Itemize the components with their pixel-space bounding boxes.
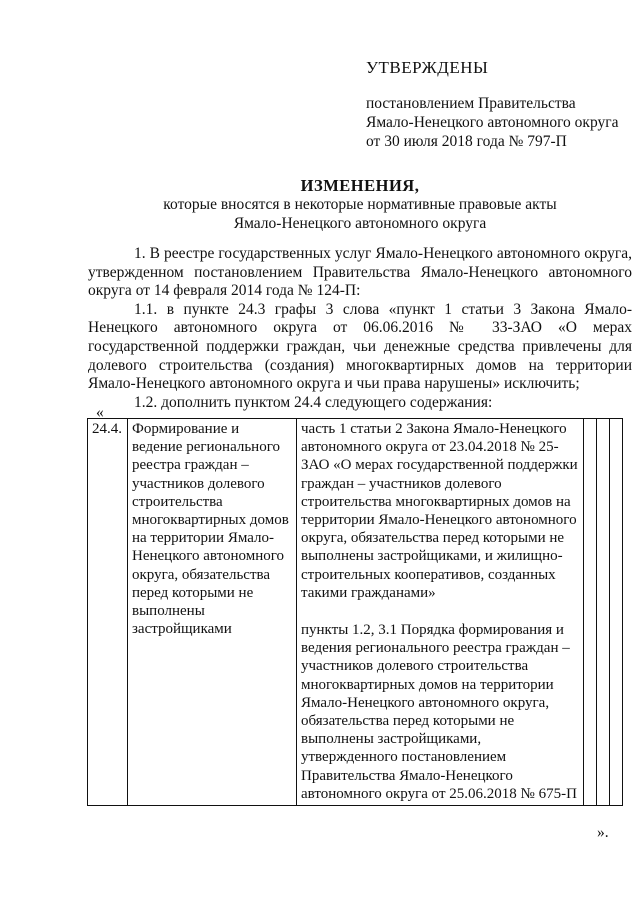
cell-service-name: Формирование и ведение регионального реестра граждан – участников долевого строительства многоквартирных домов на территории Ямало-Ненецкого автономного округа, обязательства перед которыми не выполнены застройщиками (128, 419, 297, 806)
title-subtitle: которые вносятся в некоторые нормативные правовые акты (163, 196, 557, 213)
approval-block (366, 58, 628, 151)
amendment-table (87, 418, 623, 806)
cell-empty (584, 419, 597, 806)
approval-heading: УТВЕРЖДЕНЫ (366, 58, 489, 77)
legal-basis-1: часть 1 статьи 2 Закона Ямало-Ненецкого автономного округа от 23.04.2018 № 25-ЗАО «О мерах государственной поддержки граждан – участников долевого строительства многоквартирных домов на территории Ямало-Ненецкого автономного округа, обязательства перед которыми не выполнены застройщиками, и жилищно-строительных кооперативов, созданных такими гражданами» (301, 421, 578, 601)
open-quote: « (96, 404, 104, 421)
cell-number: 24.4. (88, 419, 128, 806)
approval-line: Ямало-Ненецкого автономного округа (366, 114, 619, 131)
table-row (88, 419, 623, 806)
paragraph: 1.1. в пункте 24.3 графы 3 слова «пункт 1 статьи 3 Закона Ямало-Ненецкого автономного округа от 06.06.2016 № 33-ЗАО «О мерах государственной поддержки граждан, чьи денежные средства привлечены для долевого строительства (создания) многоквартирных домов на территории Ямало-Ненецкого автономного округа и чьи права нарушены» исключить; (88, 300, 632, 393)
cell-legal-basis (297, 419, 584, 806)
approval-line: от 30 июля 2018 года № 797-П (366, 133, 567, 150)
cell-empty (610, 419, 623, 806)
document-body (88, 245, 632, 412)
approval-line: постановлением Правительства (366, 95, 576, 112)
title-main: ИЗМЕНЕНИЯ, (300, 176, 420, 195)
paragraph: 1.2. дополнить пунктом 24.4 следующего содержания: (134, 393, 493, 411)
legal-basis-2: пункты 1.2, 3.1 Порядка формирования и ведения регионального реестра граждан – участников долевого строительства многоквартирных домов на территории Ямало-Ненецкого автономного округа, обязательства перед которыми не выполнены застройщиками, утвержденного постановлением Правительства Ямало-Ненецкого автономного округа от 25.06.2018 № 675-П (301, 622, 577, 802)
cell-empty (597, 419, 610, 806)
document-title (90, 176, 630, 233)
paragraph: 1. В реестре государственных услуг Ямало-Ненецкого автономного округа, утвержденном постановлением Правительства Ямало-Ненецкого автономного округа от 14 февраля 2014 года № 124-П: (88, 245, 632, 300)
close-quote: ». (597, 824, 609, 841)
title-subtitle: Ямало-Ненецкого автономного округа (233, 215, 487, 232)
